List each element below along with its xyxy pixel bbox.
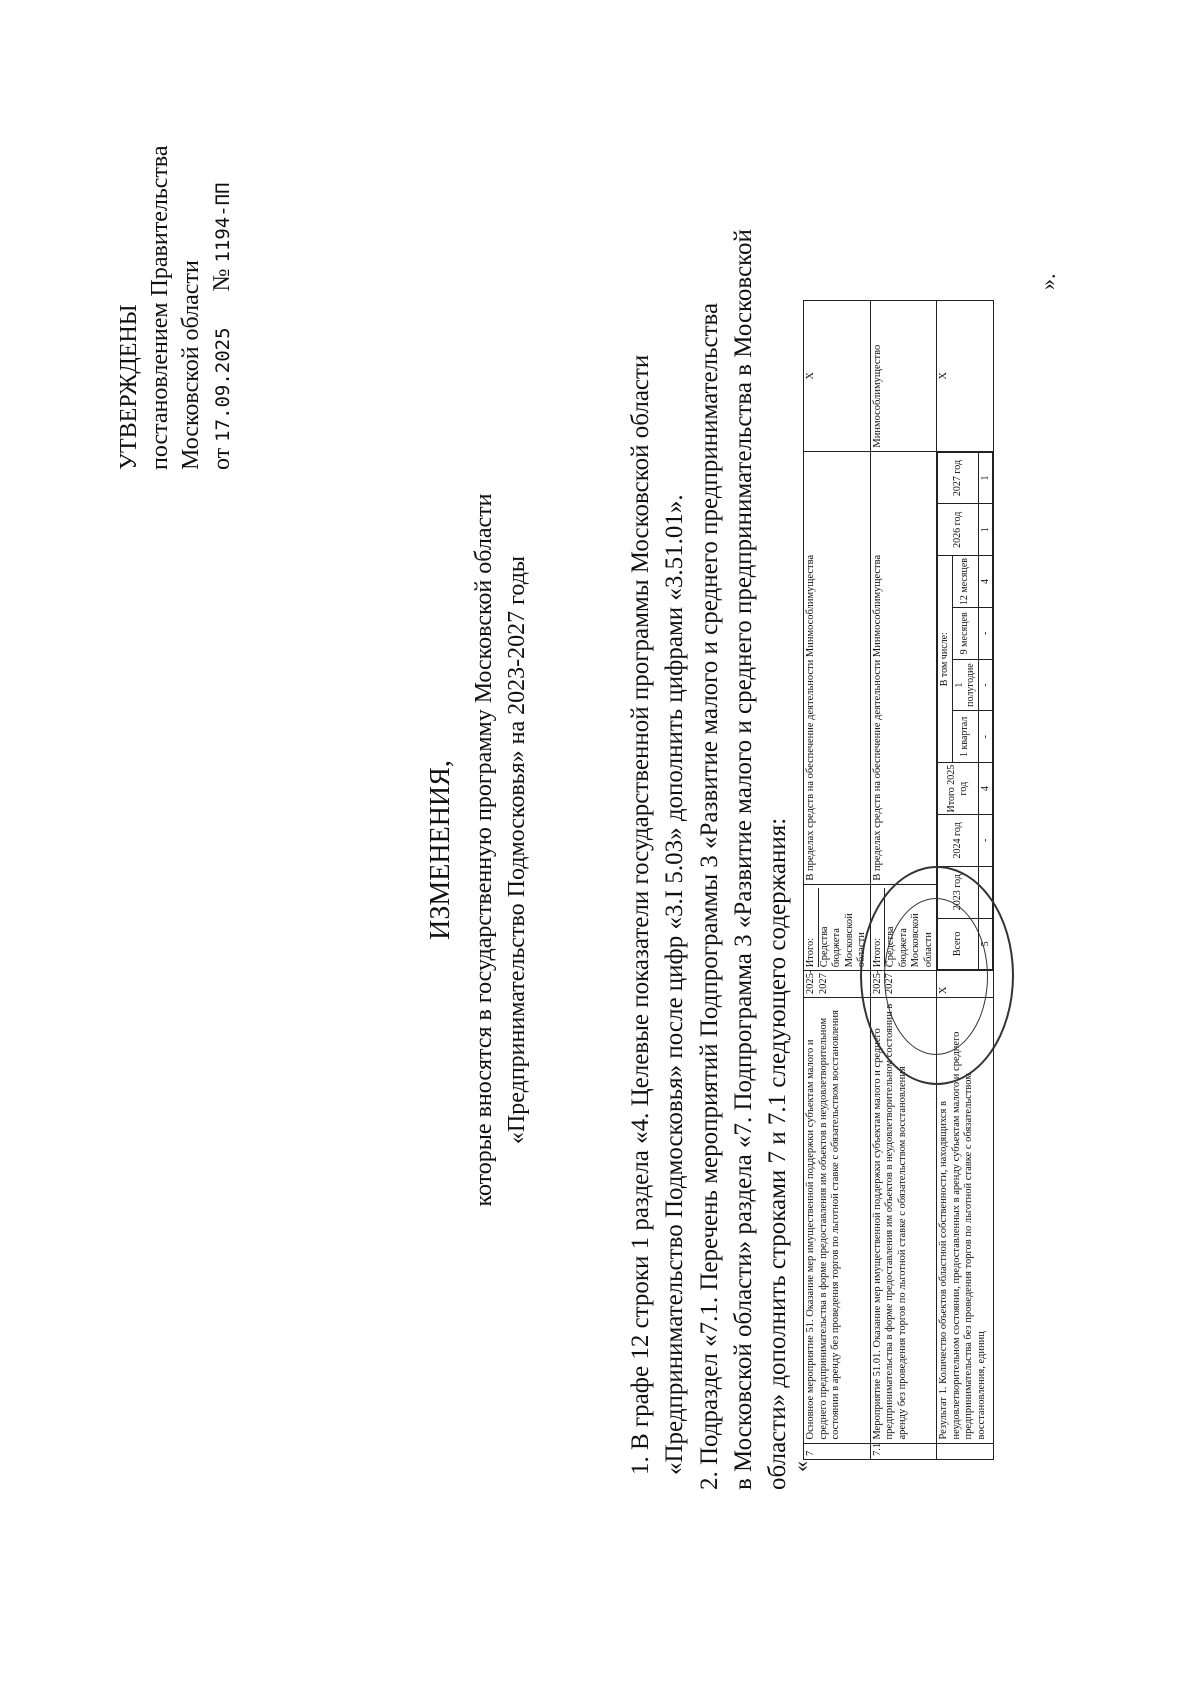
approval-number: 1194-ПП: [212, 182, 234, 263]
approval-block: [114, 110, 239, 470]
header-h1: 1 полугодие: [952, 659, 978, 711]
approved-heading: УТВЕРЖДЕНЫ: [116, 304, 142, 470]
paragraph-1-line-2: «Предпринимательство Подмосковья» после цифр «3.I 5.03» дополнить цифрами «3.51.01».: [661, 494, 688, 1475]
value-2024: -: [978, 814, 993, 866]
document-subtitle: [468, 100, 534, 1600]
result-mark: Х: [937, 971, 994, 998]
approved-line-1: постановлением Правительства: [147, 145, 173, 470]
header-9m: 9 месяцев: [952, 607, 978, 659]
row-number: 7: [804, 1443, 871, 1459]
source-budget: Средства бюджета Московской области: [818, 913, 867, 968]
financing-note: В пределах средств на обеспечение деятельности Минмособлимущества: [870, 451, 937, 884]
table-row: [870, 301, 937, 1460]
value-2023: -: [978, 866, 993, 918]
source-total: Итого:: [805, 888, 819, 968]
measure-years: 2025-2027: [870, 971, 937, 998]
closing-quote: ».: [1035, 273, 1060, 290]
measures-table: [803, 300, 994, 1460]
measure-name: Основное мероприятие 51. Оказание мер имущественной поддержки субъектам малого и среднего предпринимательства в форме предоставления им объектов в неудовлетворительном состоянии в аренду без проведения торгов по льготной ставке с обязательством восстановления: [804, 998, 871, 1443]
document-title: ИЗМЕНЕНИЯ,: [425, 760, 456, 940]
approval-date: 17.09.2025: [212, 327, 234, 442]
value-2027: 1: [978, 452, 993, 504]
header-total: Всего: [938, 918, 979, 970]
header-2023: 2023 год: [938, 866, 979, 918]
header-2025: Итого 2025 год: [938, 763, 979, 815]
paragraph-1: [624, 205, 692, 1475]
paragraph-2: [693, 205, 795, 1490]
value-2026: 1: [978, 504, 993, 556]
table-row: [804, 301, 871, 1460]
header-including: В том числе:: [938, 556, 953, 763]
subtitle-line-2: «Предпринимательство Подмосковья» на 2023-2027 годы: [504, 555, 530, 1145]
result-values-table: [937, 452, 993, 971]
header-2027: 2027 год: [938, 452, 979, 504]
value-12m: 4: [978, 556, 993, 608]
funding-source: [804, 884, 871, 971]
header-2026: 2026 год: [938, 504, 979, 556]
value-total: 5: [978, 918, 993, 970]
header-12m: 12 месяцев: [952, 556, 978, 608]
table-row: [938, 452, 953, 970]
financing-note: В пределах средств на обеспечение деятельности Минмособлимущества: [804, 451, 871, 884]
row-number: 7.1: [870, 1443, 937, 1459]
paragraph-2-line-2: в Московской области» раздела «7. Подпрограмма 3 «Развитие малого и среднего предпринимательства в Московской: [730, 229, 757, 1490]
header-q1: 1 квартал: [952, 711, 978, 763]
date-prefix: от: [209, 447, 235, 470]
value-h1: -: [978, 659, 993, 711]
measure-years: 2025-2027: [804, 971, 871, 998]
result-values-cell: [937, 451, 994, 971]
document-page: [100, 100, 1100, 1600]
subtitle-line-1: которые вносятся в государственную программу Московской области: [471, 493, 497, 1207]
table-row: [978, 452, 993, 970]
result-responsible: Х: [937, 301, 994, 452]
header-2024: 2024 год: [938, 814, 979, 866]
measure-name: Мероприятие 51.01. Оказание мер имущественной поддержки субъектам малого и среднего предпринимательства в форме предоставления им объектов в неудовлетворительном состоянии в аренду без проведения торгов по льготной ставке с обязательством восстановления: [870, 998, 937, 1443]
approved-line-2: Московской области: [178, 260, 204, 470]
result-name: Результат 1. Количество объектов областной собственности, находящихся в неудовлетворительном состоянии, предоставленных в аренду субъектам малого и среднего предпринимательства без проведения торгов по льготной ставке с обязательством восстановления, единиц: [937, 998, 994, 1443]
number-prefix: №: [209, 268, 235, 292]
paragraph-2-line-1: 2. Подраздел «7.1. Перечень мероприятий Подпрограммы 3 «Развитие малого и среднего предпринимательства: [696, 302, 723, 1490]
source-budget: Средства бюджета Московской области: [885, 913, 934, 968]
responsible: Минмособлимущество: [870, 301, 937, 452]
approved-date-line: [207, 110, 239, 470]
paragraph-1-line-1: 1. В графе 12 строки 1 раздела «4. Целевые показатели государственной программы Московской области: [627, 354, 654, 1475]
value-q1: -: [978, 711, 993, 763]
row-number: [937, 1443, 994, 1459]
funding-source: [870, 884, 937, 971]
opening-quote: «: [788, 1461, 813, 1472]
value-2025: 4: [978, 763, 993, 815]
paragraph-2-line-3: области» дополнить строками 7 и 7.1 следующего содержания:: [764, 817, 791, 1490]
source-total: Итого:: [872, 888, 886, 968]
value-9m: -: [978, 607, 993, 659]
responsible: Х: [804, 301, 871, 452]
table-row: [937, 301, 994, 1460]
